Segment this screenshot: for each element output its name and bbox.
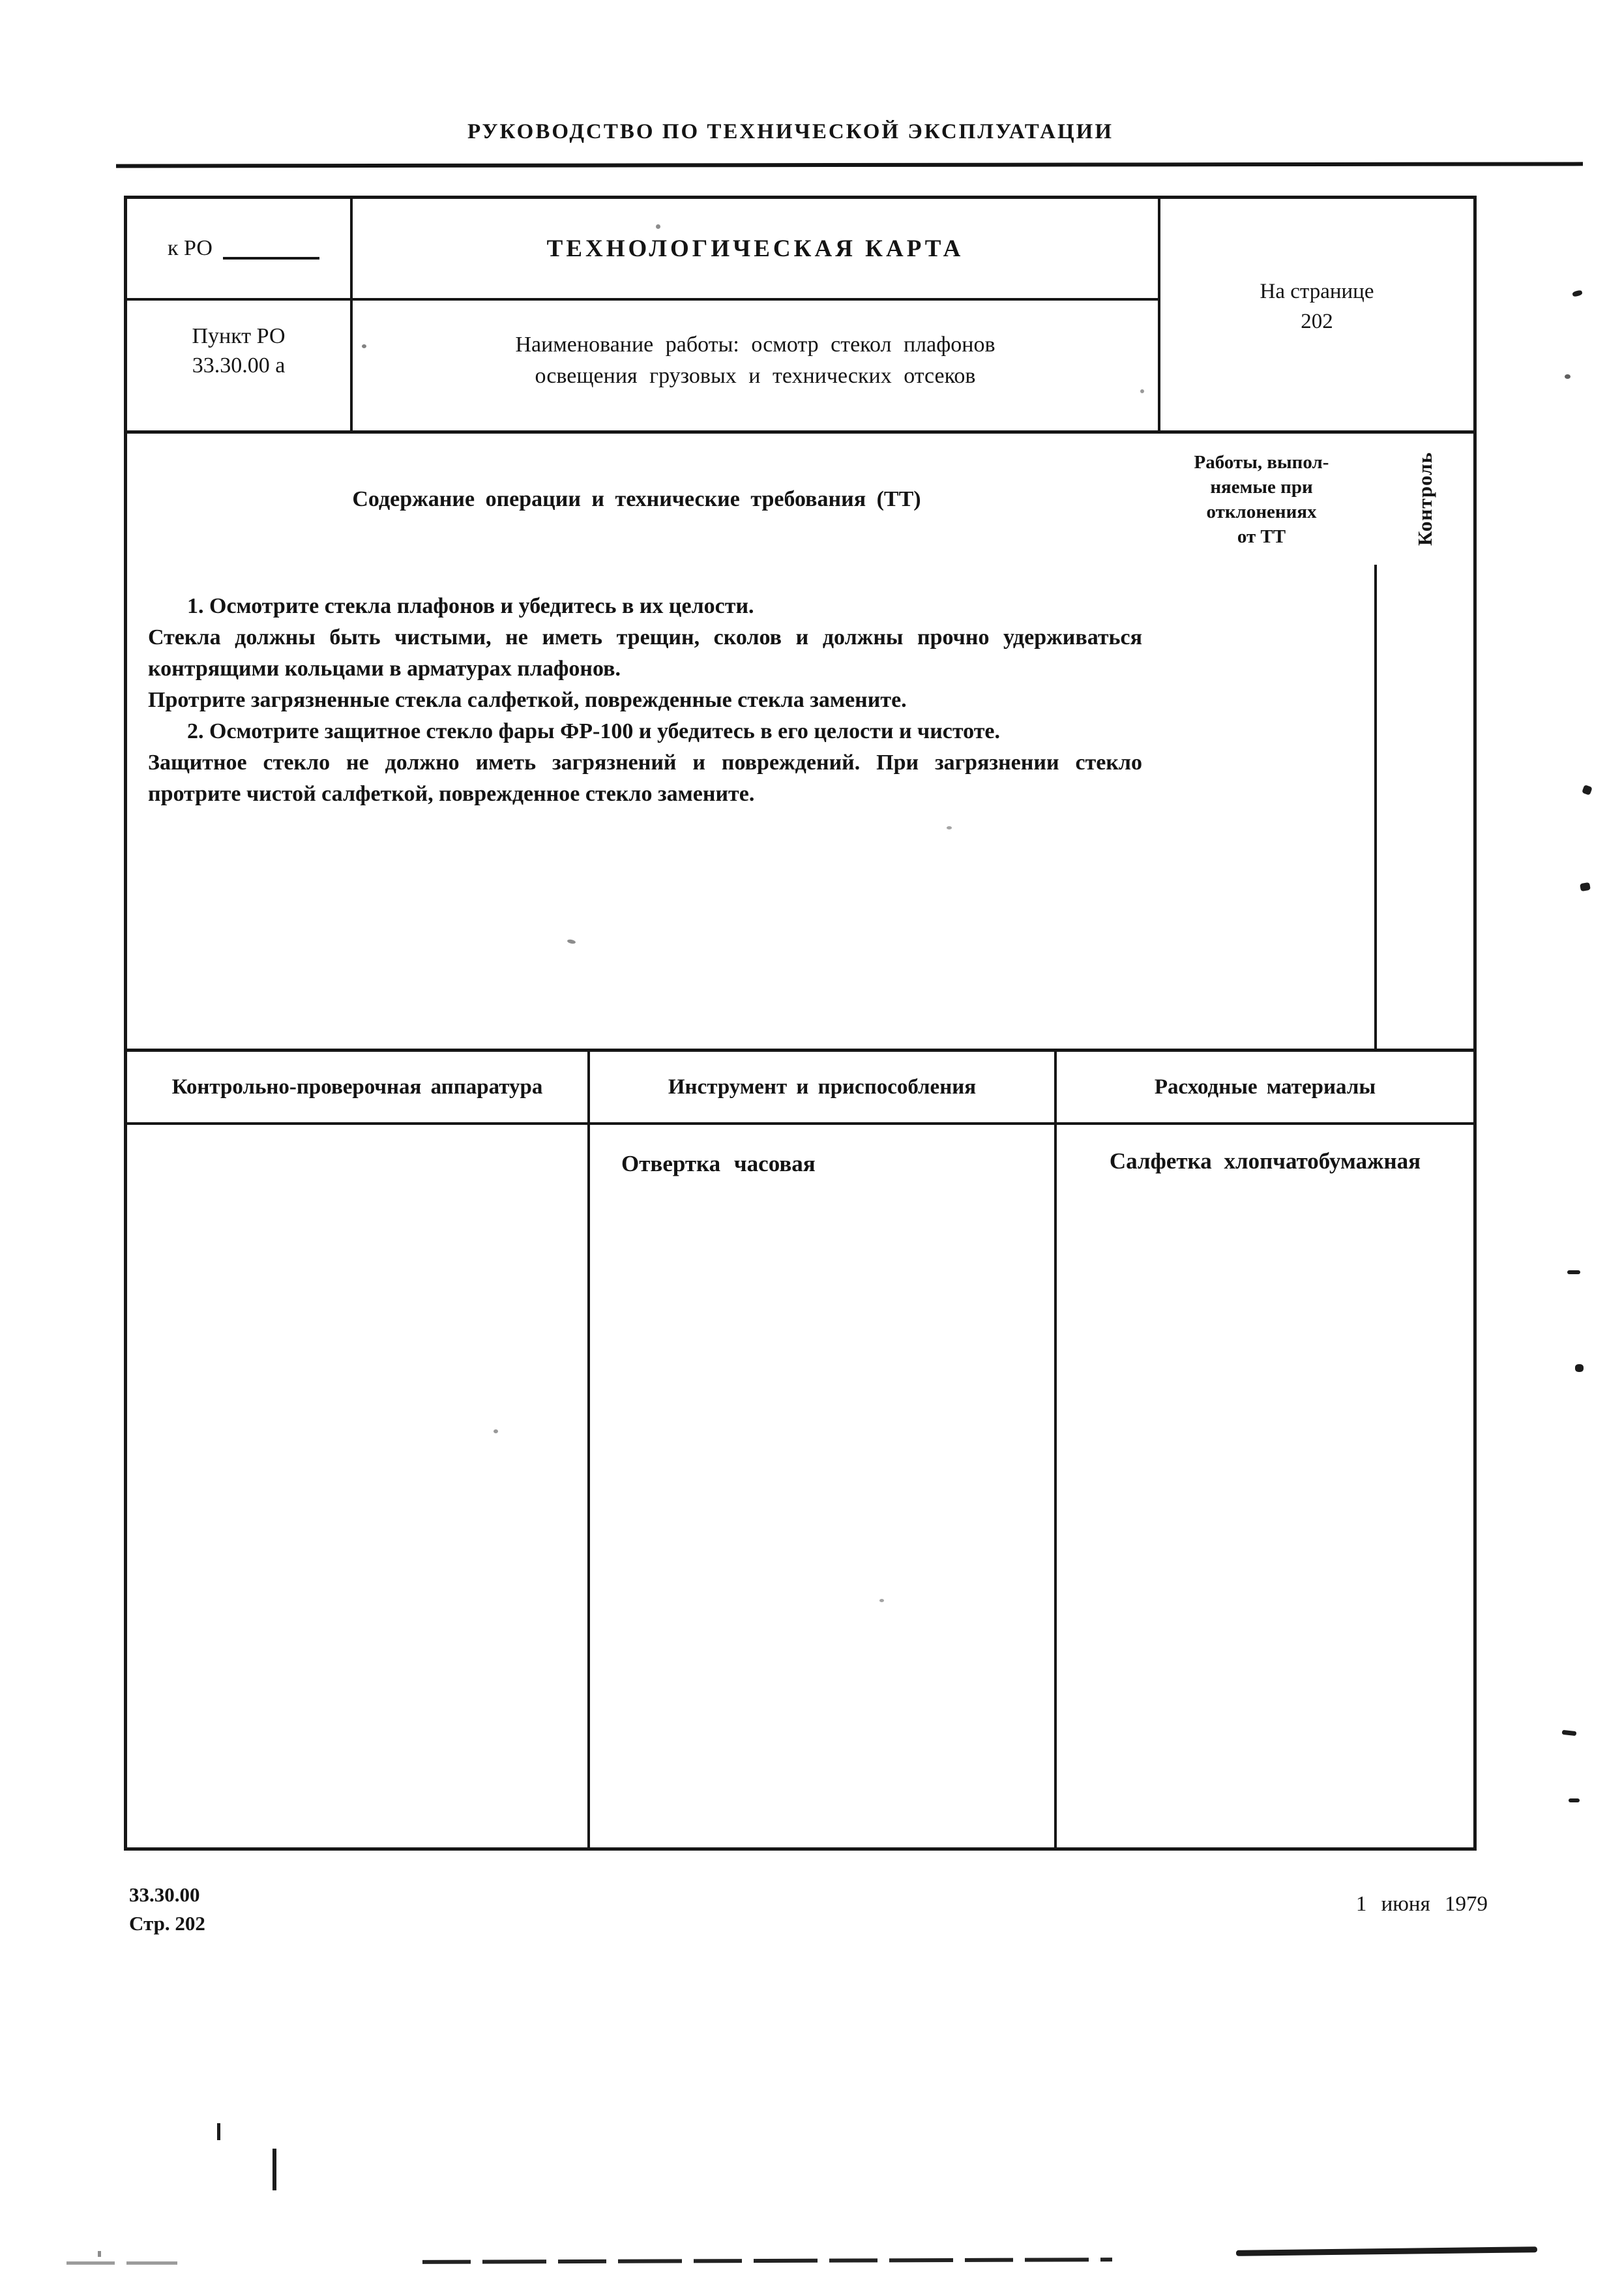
equipment-table [124, 1052, 1477, 1851]
control-equipment-value-cell [127, 1125, 590, 1847]
margin-mark [1565, 374, 1570, 379]
content-line: Стекла должны быть чистыми, не иметь трещин, сколов и должны прочно удерживаться [148, 625, 1142, 649]
scan-speck [947, 826, 952, 829]
margin-mark [1582, 784, 1593, 796]
margin-mark [1569, 1798, 1580, 1802]
materials-value-cell: Салфетка хлопчатобумажная [1109, 1148, 1421, 1174]
page-ref-number: 202 [1301, 309, 1333, 333]
ro-item-cell [127, 301, 353, 430]
header-rule [116, 162, 1583, 168]
deviations-column-header: Работы, выпол- няемые при отклонениях от ТТ [1194, 451, 1329, 547]
card-header-table [124, 196, 1477, 434]
bottom-speck [98, 2251, 101, 2257]
bottom-tick [273, 2149, 276, 2190]
tools-header: Инструмент и приспособления [590, 1052, 1057, 1125]
scan-speck [362, 344, 366, 348]
operation-content-cell [127, 565, 1146, 1049]
control-body-cell [1377, 565, 1473, 1049]
footer-reference [129, 1881, 205, 1938]
content-line: протрите чистой салфеткой, поврежденное стекло замените. [148, 782, 755, 806]
scan-speck [656, 224, 660, 229]
work-name-line2: освещения грузовых и технических отсеков [535, 363, 976, 388]
footer-date: 1 июня 1979 [1355, 1892, 1488, 1916]
to-ro-label: к РО [168, 236, 213, 260]
content-column-header: Содержание операции и технические требования (ТТ) [352, 486, 921, 511]
control-equipment-header: Контрольно-проверочная аппаратура [127, 1052, 590, 1125]
page-ref-label: На странице [1260, 279, 1374, 303]
work-name-line1: Наименование работы: осмотр стекол плафонов [515, 332, 995, 357]
control-column-header: Контроль [1413, 452, 1436, 546]
margin-mark [1580, 882, 1591, 891]
footer-page: Стр. 202 [129, 1912, 205, 1935]
content-line: Защитное стекло не должно иметь загрязнений и повреждений. При загрязнении стекло [148, 751, 1142, 775]
ro-item-line2: 33.30.00 а [192, 353, 286, 378]
work-name-cell [353, 301, 1160, 430]
margin-mark [1572, 290, 1583, 297]
content-line: контрящими кольцами в арматурах плафонов. [148, 657, 621, 681]
footer-code: 33.30.00 [129, 1883, 200, 1906]
card-title: ТЕХНОЛОГИЧЕСКАЯ КАРТА [546, 235, 964, 262]
content-line: 1. Осмотрите стекла плафонов и убедитесь в их целости. [187, 594, 754, 618]
scan-speck [494, 1429, 498, 1433]
margin-mark [1567, 1270, 1580, 1274]
content-line: Протрите загрязненные стекла салфеткой, поврежденные стекла замените. [148, 688, 907, 712]
scan-speck [879, 1599, 884, 1602]
materials-header: Расходные материалы [1057, 1052, 1473, 1125]
operations-table [124, 434, 1477, 1052]
bottom-broken-rule [422, 2258, 1112, 2264]
scan-speck [1140, 389, 1144, 393]
page-ref-cell [1160, 199, 1473, 430]
margin-mark [1575, 1364, 1584, 1372]
deviations-body-cell [1146, 565, 1377, 1049]
card-title-cell [353, 199, 1160, 301]
bottom-tick [217, 2123, 220, 2140]
to-ro-cell [127, 199, 353, 301]
ro-item-line1: Пункт РО [192, 324, 286, 348]
margin-mark [1562, 1730, 1577, 1736]
content-line: 2. Осмотрите защитное стекло фары ФР-100 и убедитесь в его целости и чистоте. [187, 719, 1000, 743]
bottom-rule-segment [1236, 2246, 1537, 2256]
bottom-speckles [66, 2261, 177, 2265]
blank-underline [223, 257, 319, 260]
manual-title: РУКОВОДСТВО ПО ТЕХНИЧЕСКОЙ ЭКСПЛУАТАЦИИ [467, 120, 1113, 143]
tools-value-cell: Отвертка часовая [590, 1125, 1057, 1847]
